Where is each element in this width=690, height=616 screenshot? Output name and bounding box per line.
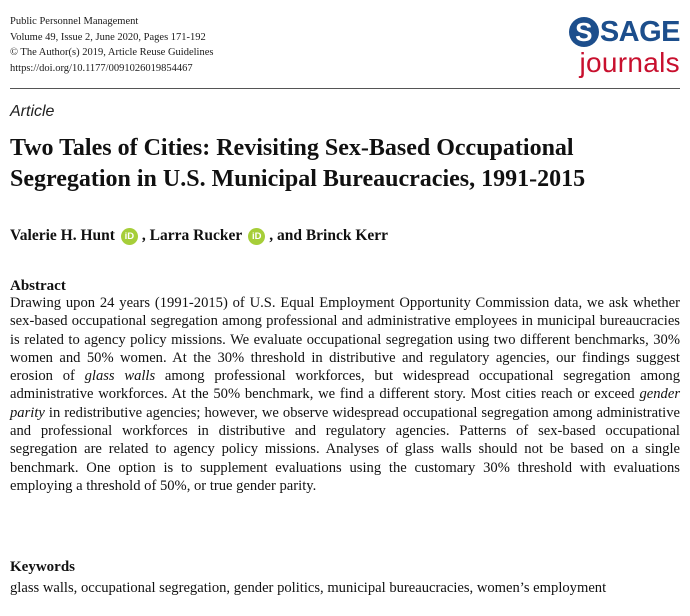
sage-word: SAGE <box>599 16 680 48</box>
abstract-text-part: among professional workforces, but widespread occupational segregation among administrative workforces. At the 50% benchmark, we find a different story. Most cities reach or exceed <box>10 368 680 403</box>
header-divider <box>10 88 680 89</box>
author-separator: , <box>141 227 150 244</box>
orcid-icon[interactable]: iD <box>248 228 265 245</box>
author-name[interactable]: Valerie H. Hunt <box>10 227 115 244</box>
copyright-line[interactable]: © The Author(s) 2019, Article Reuse Guidelines <box>10 47 214 58</box>
volume-info: Volume 49, Issue 2, June 2020, Pages 171-192 <box>10 31 206 43</box>
abstract-body <box>10 294 680 495</box>
publication-info <box>10 14 213 76</box>
abstract-emphasis: gender parity <box>10 386 680 421</box>
author-list <box>10 226 388 246</box>
doi-link[interactable]: https://doi.org/10.1177/0091026019854467 <box>10 62 193 74</box>
author-name[interactable]: Larra Rucker <box>149 227 243 244</box>
author-name[interactable]: Brinck Kerr <box>305 227 389 244</box>
sage-s-icon: S <box>569 17 599 47</box>
article-title: Two Tales of Cities: Revisiting Sex-Based Occupational Segregation in U.S. Municipal Bureaucracies, 1991-2015 <box>10 135 586 192</box>
abstract-text-part: in redistributive agencies; however, we observe widespread occupational segregation among administrative and professional workforces in distributive and regulatory agencies. Patterns of sex-based occupational segregation are related to agency policy missions. Analyses of glass walls should not be based on a single benchmark. One option is to supplement evaluations using the customary 30% threshold with evaluations employing a threshold of 50%, or true gender parity. <box>10 404 680 494</box>
sage-journals-logo[interactable] <box>560 14 680 84</box>
abstract-text-part: Drawing upon 24 years (1991-2015) of U.S. Equal Employment Opportunity Commission data, we ask whether sex-based occupational segregation among professional and administrative employees in municipal bureaucracies is related to agency policy missions. We evaluate occupational segregation using two different benchmarks, 30% women and 50% women. At the 30% threshold in distributive and regulatory agencies, our findings suggest erosion of <box>10 295 680 385</box>
article-type-label: Article <box>10 103 55 120</box>
orcid-icon[interactable]: iD <box>121 228 138 245</box>
article-header <box>10 14 680 86</box>
abstract-heading: Abstract <box>10 278 66 294</box>
journals-word: journals <box>579 47 680 78</box>
journal-name[interactable]: Public Personnel Management <box>10 16 139 27</box>
keywords-list: glass walls, occupational segregation, gender politics, municipal bureaucracies, women’s employment <box>10 580 607 596</box>
sage-wordmark <box>569 14 680 50</box>
keywords-heading: Keywords <box>10 559 75 575</box>
author-separator: , and <box>269 227 306 244</box>
abstract-emphasis: glass walls <box>84 368 156 385</box>
